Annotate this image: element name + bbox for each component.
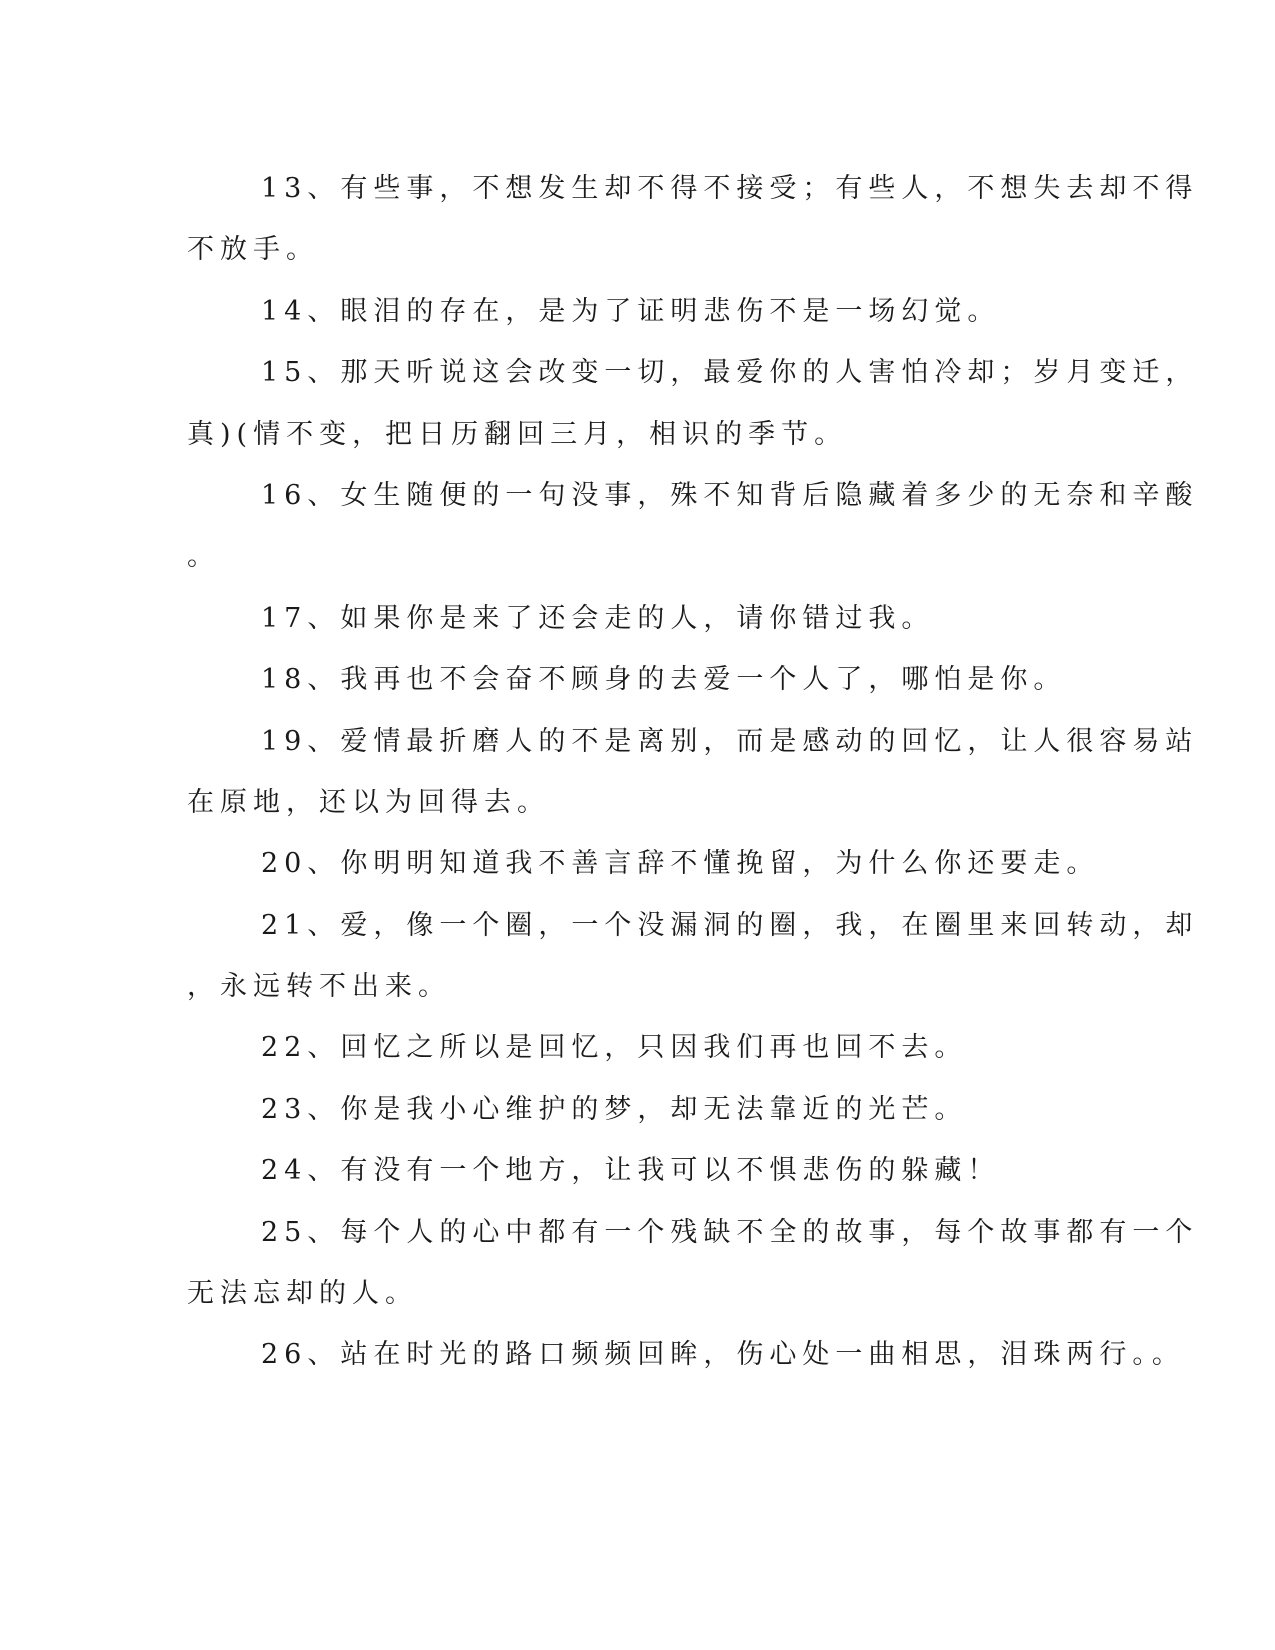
item-13-line-2: 不放手。 (187, 234, 319, 266)
item-15-line-1: 15、那天听说这会改变一切，最爱你的人害怕冷却；岁月变迁， (261, 357, 1199, 389)
item-13-line-1: 13、有些事，不想发生却不得不接受；有些人，不想失去却不得 (261, 173, 1199, 204)
document-body (187, 158, 1199, 1386)
item-15-line-2: 真)(情不变，把日历翻回三月，相识的季节。 (187, 418, 848, 450)
item-16-line-1: 16、女生随便的一句没事，殊不知背后隐藏着多少的无奈和辛酸 (261, 479, 1199, 511)
item-16-line-2: 。 (187, 541, 220, 573)
item-19-line-2: 在原地，还以为回得去。 (187, 786, 550, 818)
item-25-line-1: 25、每个人的心中都有一个残缺不全的故事，每个故事都有一个 (261, 1216, 1199, 1248)
item-23-line-1: 23、你是我小心维护的梦，却无法靠近的光芒。 (261, 1093, 968, 1125)
item-25-line-2: 无法忘却的人。 (187, 1278, 418, 1310)
item-26-line-1: 26、站在时光的路口频频回眸，伤心处一曲相思，泪珠两行。。 (261, 1339, 1185, 1371)
item-17-line-1: 17、如果你是来了还会走的人，请你错过我。 (261, 602, 935, 634)
item-18-line-1: 18、我再也不会奋不顾身的去爱一个人了，哪怕是你。 (261, 664, 1067, 696)
item-21-line-1: 21、爱，像一个圈，一个没漏洞的圈，我，在圈里来回转动，却 (261, 909, 1199, 941)
item-24-line-1: 24、有没有一个地方，让我可以不惧悲伤的躲藏！ (261, 1155, 1001, 1187)
item-22-line-1: 22、回忆之所以是回忆，只因我们再也回不去。 (261, 1032, 968, 1064)
item-21-line-2: ，永远转不出来。 (187, 971, 451, 1003)
item-14-line-1: 14、眼泪的存在，是为了证明悲伤不是一场幻觉。 (261, 295, 1001, 327)
item-20-line-1: 20、你明明知道我不善言辞不懂挽留，为什么你还要走。 (261, 848, 1100, 880)
item-19-line-1: 19、爱情最折磨人的不是离别，而是感动的回忆，让人很容易站 (261, 725, 1199, 757)
